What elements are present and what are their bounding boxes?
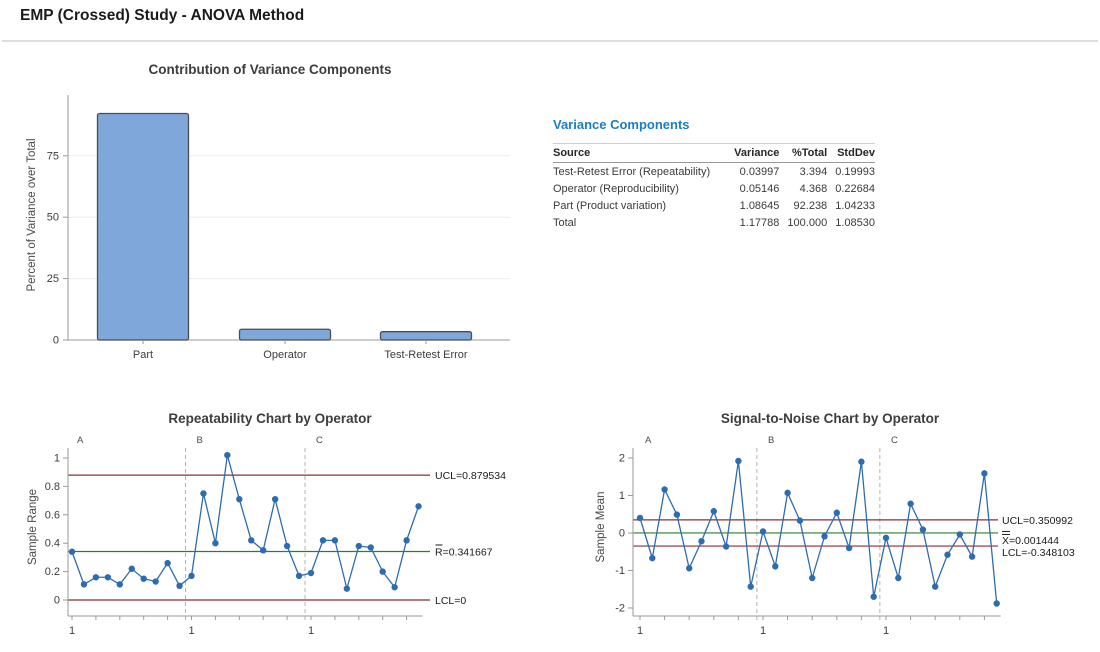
data-point — [164, 560, 170, 566]
table-cell: 0.22684 — [835, 182, 875, 195]
column-header: Source — [553, 144, 725, 163]
data-point — [224, 452, 230, 458]
y-tick-label: 0.4 — [44, 537, 60, 550]
operator-label: C — [891, 435, 898, 446]
bar-test-retest-error — [381, 332, 472, 340]
title-separator — [2, 40, 1098, 42]
data-point — [320, 537, 326, 543]
data-point — [858, 459, 864, 465]
page-title: EMP (Crossed) Study - ANOVA Method — [20, 7, 305, 24]
data-point — [176, 583, 182, 589]
data-point — [883, 535, 889, 541]
y-tick-label: 0 — [53, 594, 60, 607]
data-point — [994, 600, 1000, 606]
data-point — [248, 537, 254, 543]
data-point — [391, 584, 397, 590]
operator-label: C — [316, 435, 323, 446]
y-tick-label: 0.6 — [44, 509, 60, 522]
category-label: Operator — [263, 349, 307, 361]
table-row — [553, 180, 875, 197]
variance-components-heading: Variance Components — [553, 117, 690, 132]
table-row — [553, 197, 875, 214]
data-point — [93, 574, 99, 580]
data-point — [296, 573, 302, 579]
table-row — [553, 214, 875, 231]
y-tick-label: 25 — [46, 273, 59, 286]
data-point — [797, 517, 803, 523]
category-label: Test-Retest Error — [384, 349, 468, 361]
repeatability-chart-title: Repeatability Chart by Operator — [168, 411, 372, 426]
y-tick-label: 0 — [618, 527, 625, 540]
data-point — [284, 543, 290, 549]
y-tick-label: 1 — [53, 452, 60, 465]
table-header-row — [553, 144, 875, 163]
data-point — [821, 533, 827, 539]
bar-chart-title: Contribution of Variance Components — [148, 62, 392, 77]
y-tick-label: 2 — [618, 452, 625, 465]
data-point — [674, 511, 680, 517]
data-point — [236, 496, 242, 502]
table-cell: 1.08530 — [835, 216, 875, 229]
data-point — [212, 540, 218, 546]
data-point — [809, 575, 815, 581]
signal-to-noise-control-plot — [590, 405, 1100, 652]
data-point — [129, 566, 135, 572]
operator-label: B — [196, 435, 203, 446]
data-point — [260, 547, 266, 553]
table-cell: 1.17788 — [739, 216, 780, 229]
data-point — [784, 490, 790, 496]
table-cell: 1.08645 — [739, 199, 780, 212]
operator-label: A — [645, 435, 652, 446]
data-point — [152, 578, 158, 584]
column-header: Variance — [725, 144, 779, 163]
y-tick-label: 0 — [52, 334, 59, 347]
data-point — [649, 555, 655, 561]
x-tick-label: 1 — [307, 625, 315, 637]
y-tick-label: 50 — [46, 211, 59, 224]
data-point — [871, 594, 877, 600]
data-point — [969, 553, 975, 559]
column-header: StdDev — [827, 144, 875, 163]
data-point — [141, 576, 147, 582]
limit-label: UCL=0.879534 — [435, 470, 506, 483]
data-point — [944, 552, 950, 558]
data-point — [403, 537, 409, 543]
limit-label: X=0.001444 — [1002, 534, 1059, 547]
table-cell: 0.03997 — [739, 165, 780, 178]
data-point — [637, 515, 643, 521]
data-point — [920, 526, 926, 532]
bar-part — [98, 113, 189, 340]
data-point — [81, 581, 87, 587]
signal-to-noise-chart-title: Signal-to-Noise Chart by Operator — [720, 411, 940, 426]
x-tick-label: 1 — [882, 625, 890, 637]
table-cell: 3.394 — [799, 165, 828, 178]
data-point — [200, 490, 206, 496]
data-point — [117, 581, 123, 587]
data-point — [723, 543, 729, 549]
table-row — [553, 163, 875, 181]
variance-components-panel — [553, 117, 875, 231]
data-point — [981, 470, 987, 476]
repeatability-control-plot — [20, 405, 560, 652]
data-point — [415, 503, 421, 509]
data-point — [748, 583, 754, 589]
y-tick-label: -2 — [615, 602, 625, 615]
table-cell: Test-Retest Error (Repeatability) — [553, 165, 711, 178]
x-tick-label: 1 — [68, 625, 76, 637]
operator-label: A — [77, 435, 84, 446]
data-point — [69, 549, 75, 555]
limit-label: LCL=-0.348103 — [1002, 547, 1075, 560]
data-point — [661, 486, 667, 492]
y-tick-label: -1 — [615, 565, 625, 577]
operator-label: B — [768, 435, 775, 446]
data-point — [772, 563, 778, 569]
column-header: %Total — [779, 144, 827, 163]
category-label: Part — [132, 349, 154, 361]
bar-chart-y-axis-label: Percent of Variance over Total — [26, 138, 38, 292]
data-point — [308, 570, 314, 576]
data-point — [332, 537, 338, 543]
table-cell: Part (Product variation) — [553, 199, 667, 212]
data-point — [895, 575, 901, 581]
y-tick-label: 75 — [46, 150, 59, 163]
data-point — [105, 574, 111, 580]
data-point — [368, 544, 374, 550]
table-cell: Total — [553, 216, 577, 229]
data-point — [356, 543, 362, 549]
signal-to-noise-y-axis-label: Sample Mean — [595, 491, 607, 563]
data-point — [344, 585, 350, 591]
table-cell: 92.238 — [793, 199, 828, 212]
limit-label: R=0.341667 — [435, 546, 493, 559]
data-point — [957, 531, 963, 537]
data-point — [846, 545, 852, 551]
table-cell: 4.368 — [799, 182, 828, 195]
data-point — [711, 508, 717, 514]
x-tick-label: 1 — [188, 625, 195, 637]
data-point — [698, 538, 704, 544]
variance-contribution-bar-plot — [20, 50, 540, 380]
limit-label: LCL=0 — [435, 595, 467, 607]
y-tick-label: 0.8 — [44, 480, 60, 493]
y-tick-label: 1 — [618, 490, 625, 502]
table-cell: 100.000 — [787, 216, 828, 229]
table-cell: 0.19993 — [835, 165, 875, 178]
bar-operator — [240, 329, 331, 340]
data-point — [907, 501, 913, 507]
data-point — [380, 568, 386, 574]
repeatability-y-axis-label: Sample Range — [27, 488, 39, 566]
x-tick-label: 1 — [636, 625, 644, 637]
data-point — [272, 496, 278, 502]
table-cell: 0.05146 — [739, 182, 780, 195]
data-point — [188, 573, 194, 579]
data-point — [834, 510, 840, 516]
data-point — [932, 583, 938, 589]
data-point — [735, 458, 741, 464]
table-cell: Operator (Reproducibility) — [553, 182, 679, 195]
x-tick-label: 1 — [759, 625, 767, 637]
limit-label: UCL=0.350992 — [1002, 514, 1073, 527]
variance-table — [553, 143, 875, 231]
y-tick-label: 0.2 — [44, 566, 60, 579]
series-line — [640, 461, 997, 604]
data-point — [760, 528, 766, 534]
data-point — [686, 565, 692, 571]
table-cell: 1.04233 — [835, 199, 875, 212]
